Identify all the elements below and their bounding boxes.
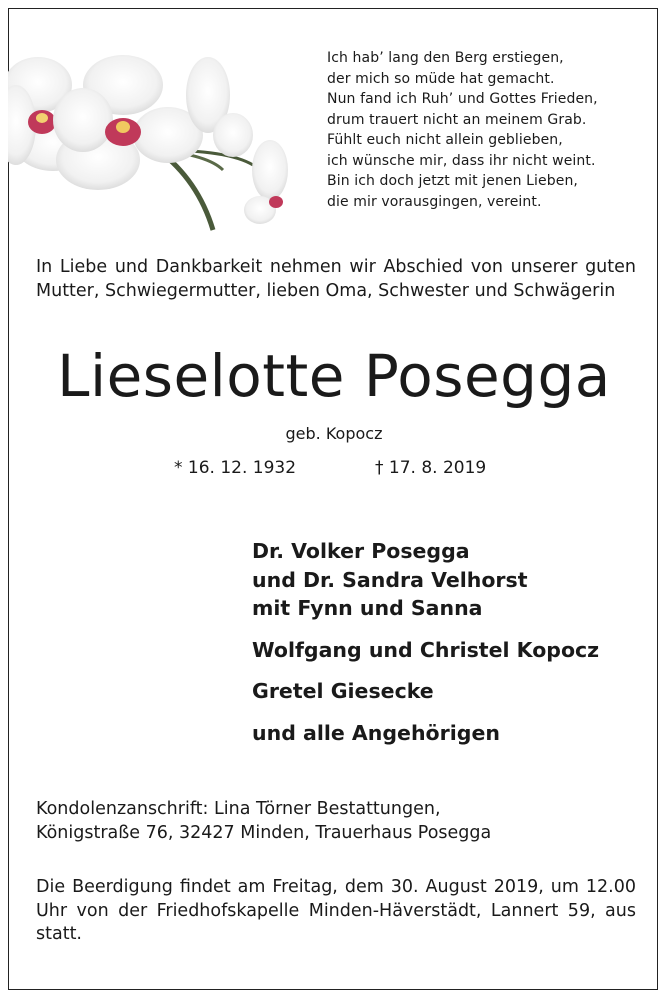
poem-line: drum trauert nicht an meinem Grab. [327,111,587,128]
mourner-line: und alle Angehörigen [252,720,500,745]
mourner-group [252,677,652,706]
deceased-name: Lieselotte Posegga [57,342,611,410]
condolence-line: Königstraße 76, 32427 Minden, Trauerhaus Posegga [36,822,492,843]
condolence-address [36,798,636,845]
mourner-line: und Dr. Sandra Velhorst [252,567,528,592]
mourner-line: mit Fynn und Sanna [252,596,483,620]
maiden-name: geb. Kopocz [285,424,383,443]
poem-line: der mich so müde hat gemacht. [327,70,555,87]
birth-date: * 16. 12. 1932 [174,458,297,478]
mourner-line: Wolfgang und Christel Kopocz [252,637,600,662]
funeral-info: Die Beerdigung findet am Freitag, dem 30. August 2019, um 12.00 Uhr von der Friedhofskapelle Minden-Häverstädt, Lannert 59, aus statt. [36,877,636,944]
poem-line: Bin ich doch jetzt mit jenen Lieben, [327,173,578,189]
poem-line: Nun fand ich Ruh’ und Gottes Frieden, [327,91,598,107]
condolence-line: Kondolenzanschrift: Lina Törner Bestattungen, [36,799,441,819]
intro-text: In Liebe und Dankbarkeit nehmen wir Abschied von unserer guten Mutter, Schwiegermutter, lieben Oma, Schwester und Schwägerin [36,257,636,301]
mourner-group [252,636,652,665]
poem-line: Fühlt euch nicht allein geblieben, [327,132,563,148]
poem [327,48,647,212]
orchid-image [8,30,308,235]
poem-line: die mir vorausgingen, vereint. [327,193,542,210]
death-date: † 17. 8. 2019 [375,458,487,478]
poem-line: ich wünsche mir, dass ihr nicht weint. [327,152,596,169]
mourner-line: Gretel Giesecke [252,679,434,703]
mourner-line: Dr. Volker Posegga [252,539,470,563]
mourners-list [252,537,652,760]
poem-line: Ich hab’ lang den Berg erstiegen, [327,50,564,66]
mourner-group [252,719,652,748]
mourner-group [252,537,652,623]
